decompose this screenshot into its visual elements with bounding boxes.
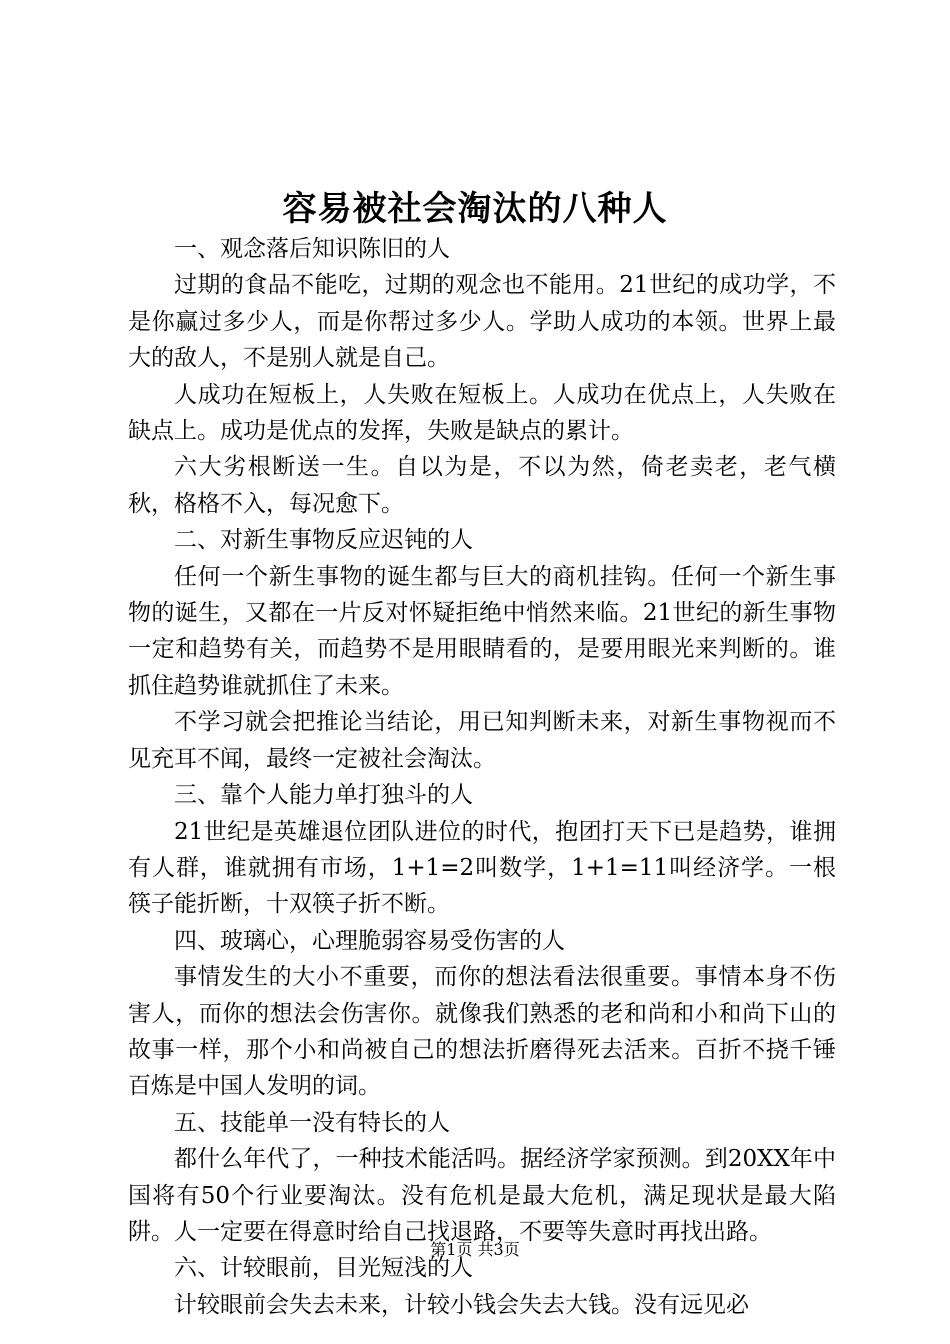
section-heading-3: 三、靠个人能力单打独斗的人 bbox=[174, 782, 473, 809]
section-heading-4: 四、玻璃心，心理脆弱容易受伤害的人 bbox=[174, 927, 565, 954]
paragraph: 21世纪是英雄退位团队进位的时代，抱团打天下已是趋势，谁拥有人群，谁就拥有市场，1+1=2叫数学，1+1=11叫经济学。一根筷子能折断，十双筷子折不断。 bbox=[128, 818, 836, 918]
section-heading-5: 五、技能单一没有特长的人 bbox=[174, 1109, 450, 1136]
section-heading-2: 二、对新生事物反应迟钝的人 bbox=[174, 527, 473, 554]
document-title: 容易被社会淘汰的八种人 bbox=[282, 189, 668, 229]
paragraph: 任何一个新生事物的诞生都与巨大的商机挂钩。任何一个新生事物的诞生，又都在一片反对怀疑拒绝中悄然来临。21世纪的新生事物一定和趋势有关，而趋势不是用眼睛看的，是要用眼光来判断的。谁抓住趋势谁就抓住了未来。 bbox=[128, 563, 836, 699]
paragraph: 六大劣根断送一生。自以为是，不以为然，倚老卖老，老气横秋，格格不入，每况愈下。 bbox=[128, 454, 836, 517]
page-footer: 第1页 共3页 bbox=[430, 1240, 520, 1259]
paragraph: 过期的食品不能吃，过期的观念也不能用。21世纪的成功学，不是你赢过多少人，而是你帮过多少人。学助人成功的本领。世界上最大的敌人，不是别人就是自己。 bbox=[128, 272, 836, 372]
paragraph: 都什么年代了，一种技术能活吗。据经济学家预测。到20XX年中国将有50个行业要淘汰。没有危机是最大危机，满足现状是最大陷阱。人一定要在得意时给自己找退路，不要等失意时再找出路。 bbox=[128, 1146, 836, 1245]
paragraph: 人成功在短板上，人失败在短板上。人成功在优点上，人失败在缺点上。成功是优点的发挥，失败是缺点的累计。 bbox=[128, 381, 836, 445]
paragraph: 事情发生的大小不重要，而你的想法看法很重要。事情本身不伤害人，而你的想法会伤害你。就像我们熟悉的老和尚和小和尚下山的故事一样，那个小和尚被自己的想法折磨得死去活来。百折不挠千锤百炼是中国人发明的词。 bbox=[128, 964, 836, 1100]
paragraph: 计较眼前会失去未来，计较小钱会失去大钱。没有远见必 bbox=[174, 1291, 749, 1318]
section-heading-1: 一、观念落后知识陈旧的人 bbox=[174, 236, 450, 262]
document-body bbox=[128, 231, 836, 1323]
section-heading-6: 六、计较眼前，目光短浅的人 bbox=[174, 1255, 473, 1282]
paragraph: 不学习就会把推论当结论，用已知判断未来，对新生事物视而不见充耳不闻，最终一定被社会淘汰。 bbox=[128, 709, 836, 772]
